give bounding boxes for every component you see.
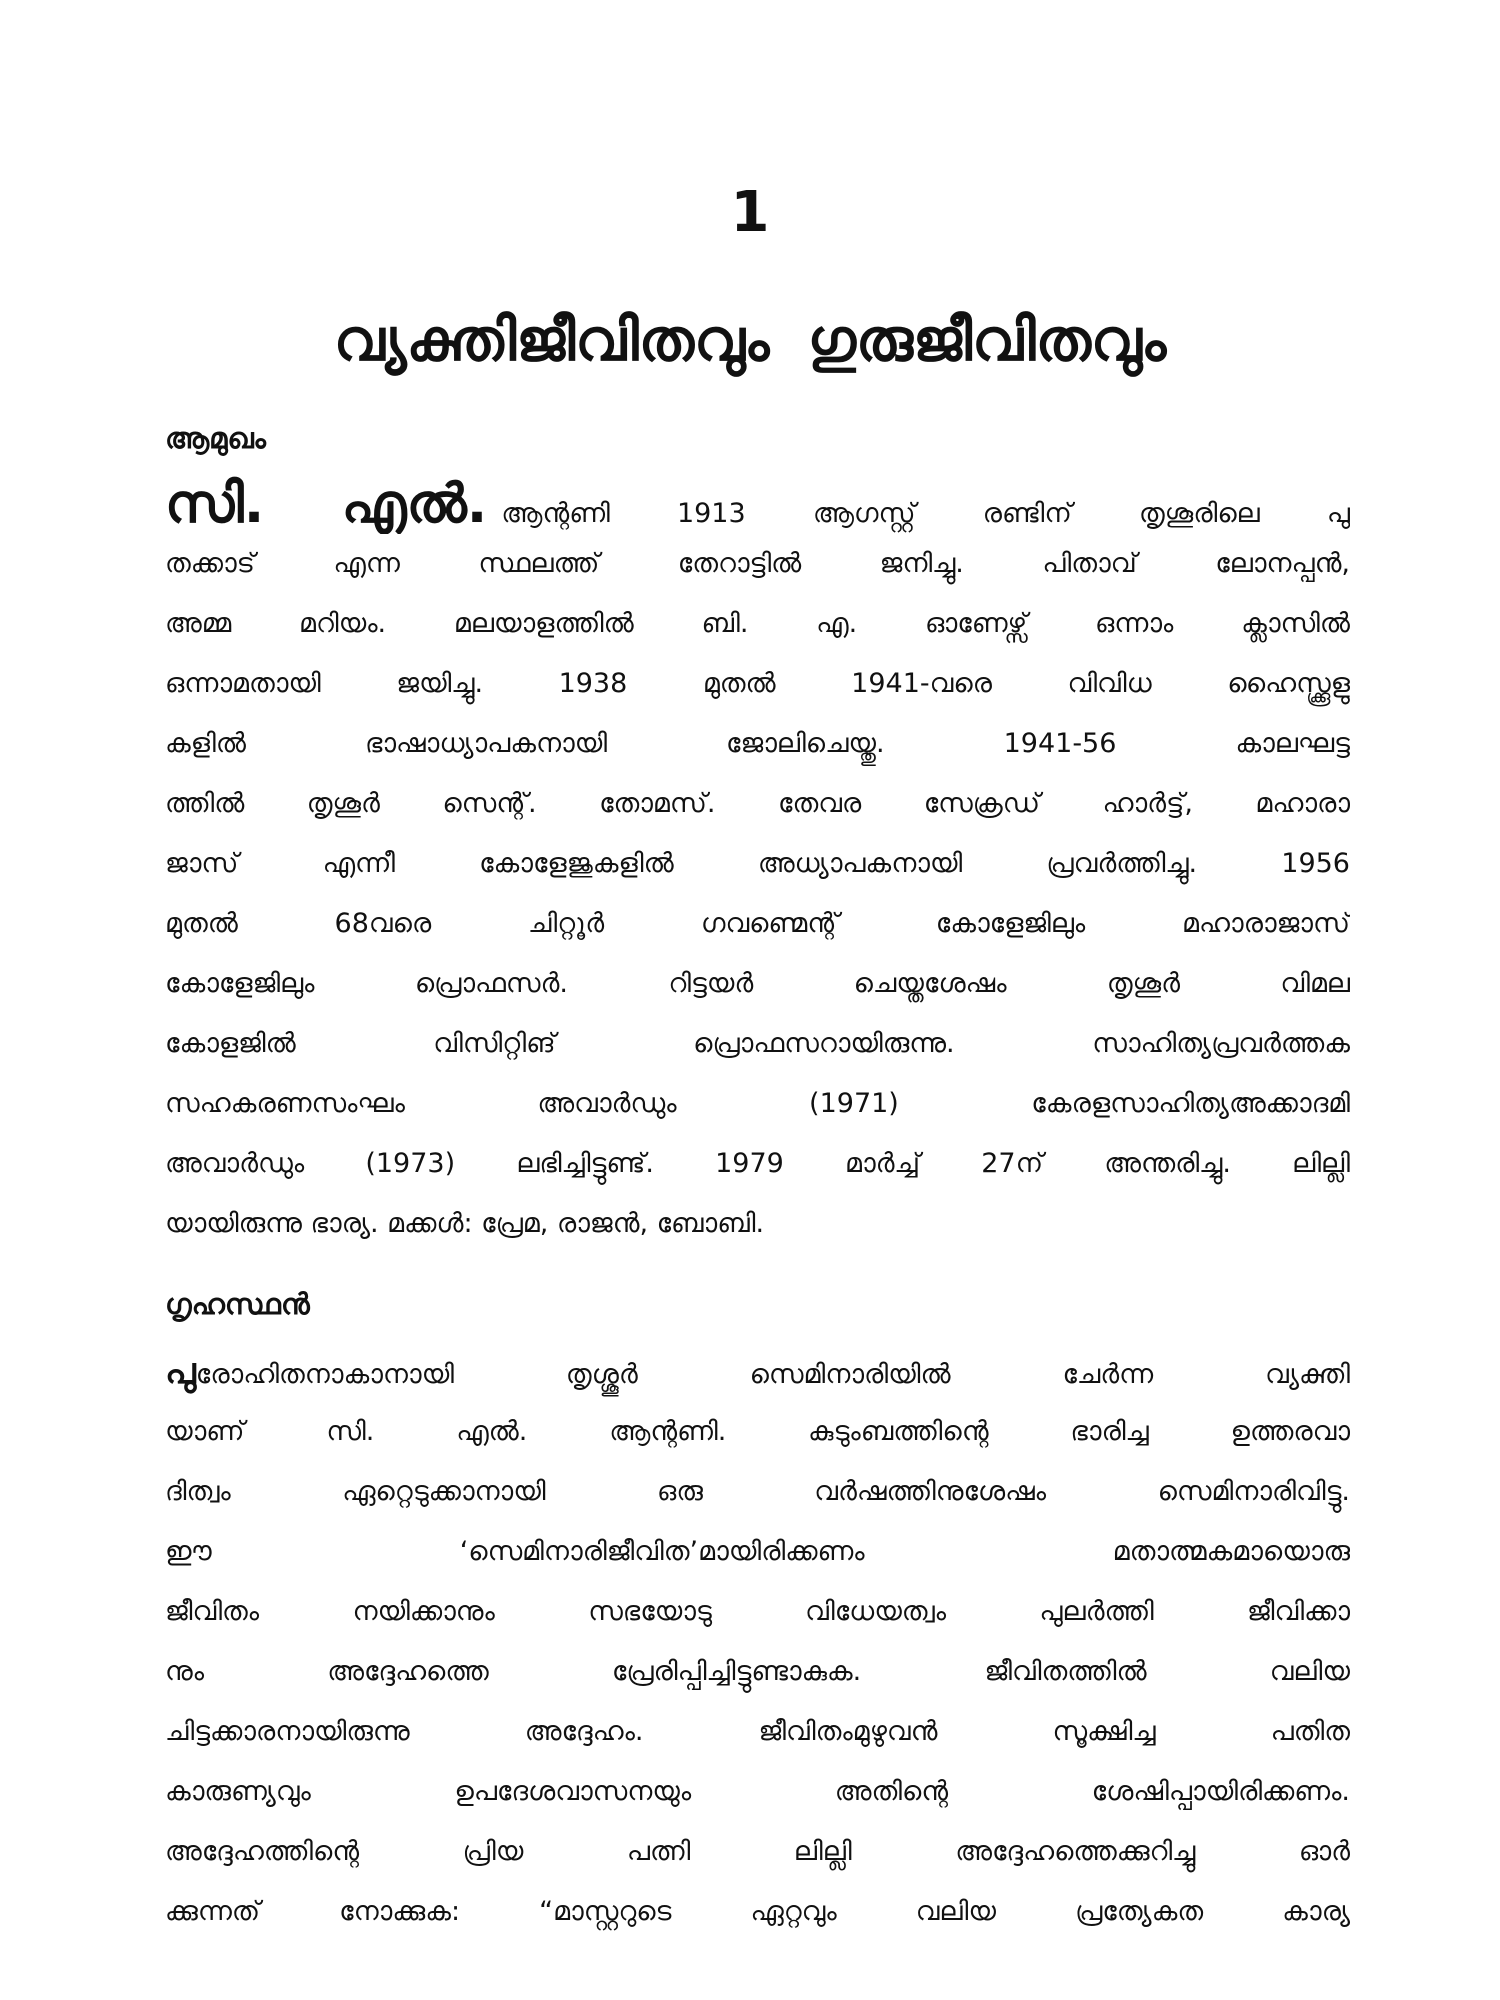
paragraph-line: സഹകരണസംഘം അവാർഡും (1971) കേരളസാഹിത്യഅക്കാദമി bbox=[165, 1088, 1350, 1119]
paragraph-line: ഒന്നാമതായി ജയിച്ചു. 1938 മുതൽ 1941-വരെ വിവിധ ഹൈസ്ക്കൂളു bbox=[165, 668, 1350, 699]
paragraph-line: യായിരുന്നു ഭാര്യ. മക്കൾ: പ്രേമ, രാജൻ, ബോബി. bbox=[165, 1208, 765, 1239]
lead-syllable: പു bbox=[165, 1351, 196, 1392]
introduction-paragraph bbox=[165, 474, 1350, 1254]
section-heading-householder: ഗൃഹസ്ഥൻ bbox=[165, 1287, 310, 1321]
paragraph-line: ത്തിൽ തൃശൂർ സെന്റ്. തോമസ്. തേവര സേക്രഡ് ഹാർട്ട്, മഹാരാ bbox=[165, 788, 1350, 819]
paragraph-line: ക്കുന്നത് നോക്കുക: “മാസ്റ്ററുടെ ഏറ്റവും വലിയ പ്രത്യേകത കാര്യ bbox=[165, 1896, 1350, 1927]
paragraph-line: ചിട്ടക്കാരനായിരുന്നു അദ്ദേഹം. ജീവിതംമുഴുവൻ സൂക്ഷിച്ച പതിത bbox=[165, 1716, 1350, 1747]
paragraph-line: യാണ് സി. എൽ. ആന്റണി. കുടുംബത്തിന്റെ ഭാരിച്ച ഉത്തരവാ bbox=[165, 1416, 1350, 1447]
section-heading-introduction: ആമുഖം bbox=[165, 421, 266, 455]
paragraph-line: ദിത്വം ഏറ്റെടുക്കാനായി ഒരു വർഷത്തിനുശേഷം സെമിനാരിവിട്ടു. bbox=[165, 1476, 1350, 1507]
chapter-title: വ്യക്തിജീവിതവും ഗുരുജീവിതവും bbox=[333, 306, 1167, 374]
paragraph-line: കോളജിൽ വിസിറ്റിങ് പ്രൊഫസറായിരുന്നു. സാഹിത്യപ്രവർത്തക bbox=[165, 1028, 1350, 1059]
householder-paragraph bbox=[165, 1342, 1350, 1942]
paragraph-line: കളിൽ ഭാഷാധ്യാപകനായി ജോലിചെയ്തു. 1941-56 കാലഘട്ട bbox=[165, 728, 1350, 759]
paragraph-line: ഈ ‘സെമിനാരിജീവിത’മായിരിക്കണം മതാത്മകമായൊരു bbox=[165, 1536, 1350, 1567]
paragraph-line: കോളേജിലും പ്രൊഫസർ. റിട്ടയർ ചെയ്തശേഷം തൃശൂർ വിമല bbox=[165, 968, 1350, 999]
paragraph-line: അമ്മ മറിയം. മലയാളത്തിൽ ബി. എ. ഓണേഴ്സ് ഒന്നാം ക്ലാസിൽ bbox=[165, 608, 1350, 639]
paragraph-line: ജീവിതം നയിക്കാനും സഭയോടു വിധേയത്വം പുലർത്തി ജീവിക്കാ bbox=[165, 1596, 1350, 1627]
paragraph-line: കാരുണ്യവും ഉപദേശവാസനയും അതിന്റെ ശേഷിപ്പായിരിക്കണം. bbox=[165, 1776, 1350, 1807]
paragraph-line: ജാസ് എന്നീ കോളേജുകളിൽ അധ്യാപകനായി പ്രവർത്തിച്ചു. 1956 bbox=[165, 848, 1350, 879]
paragraph-line: തക്കാട് എന്ന സ്ഥലത്ത് തേറാട്ടിൽ ജനിച്ചു. പിതാവ് ലോനപ്പൻ, bbox=[165, 548, 1350, 579]
paragraph-line: അവാർഡും (1973) ലഭിച്ചിട്ടുണ്ട്. 1979 മാർച്ച് 27ന് അന്തരിച്ചു. ലില്ലി bbox=[165, 1148, 1350, 1179]
paragraph-line: അദ്ദേഹത്തിന്റെ പ്രിയ പത്നി ലില്ലി അദ്ദേഹത്തെക്കുറിച്ചു ഓർ bbox=[165, 1836, 1350, 1867]
paragraph-line: സി. എൽ. ആന്റണി 1913 ആഗസ്റ്റ് രണ്ടിന് തൃശൂരിലെ പു bbox=[165, 474, 1350, 534]
lead-initials: സി. എൽ. bbox=[165, 474, 488, 534]
paragraph-line: നും അദ്ദേഹത്തെ പ്രേരിപ്പിച്ചിട്ടുണ്ടാകുക. ജീവിതത്തിൽ വലിയ bbox=[165, 1656, 1350, 1687]
paragraph-line: മുതൽ 68വരെ ചിറ്റൂർ ഗവണ്മെന്റ് കോളേജിലും മഹാരാജാസ് bbox=[165, 908, 1350, 939]
chapter-number: 1 bbox=[730, 180, 770, 245]
paragraph-line: പുരോഹിതനാകാനായി തൃശ്ശൂർ സെമിനാരിയിൽ ചേർന്ന വ്യക്തി bbox=[165, 1351, 1350, 1392]
